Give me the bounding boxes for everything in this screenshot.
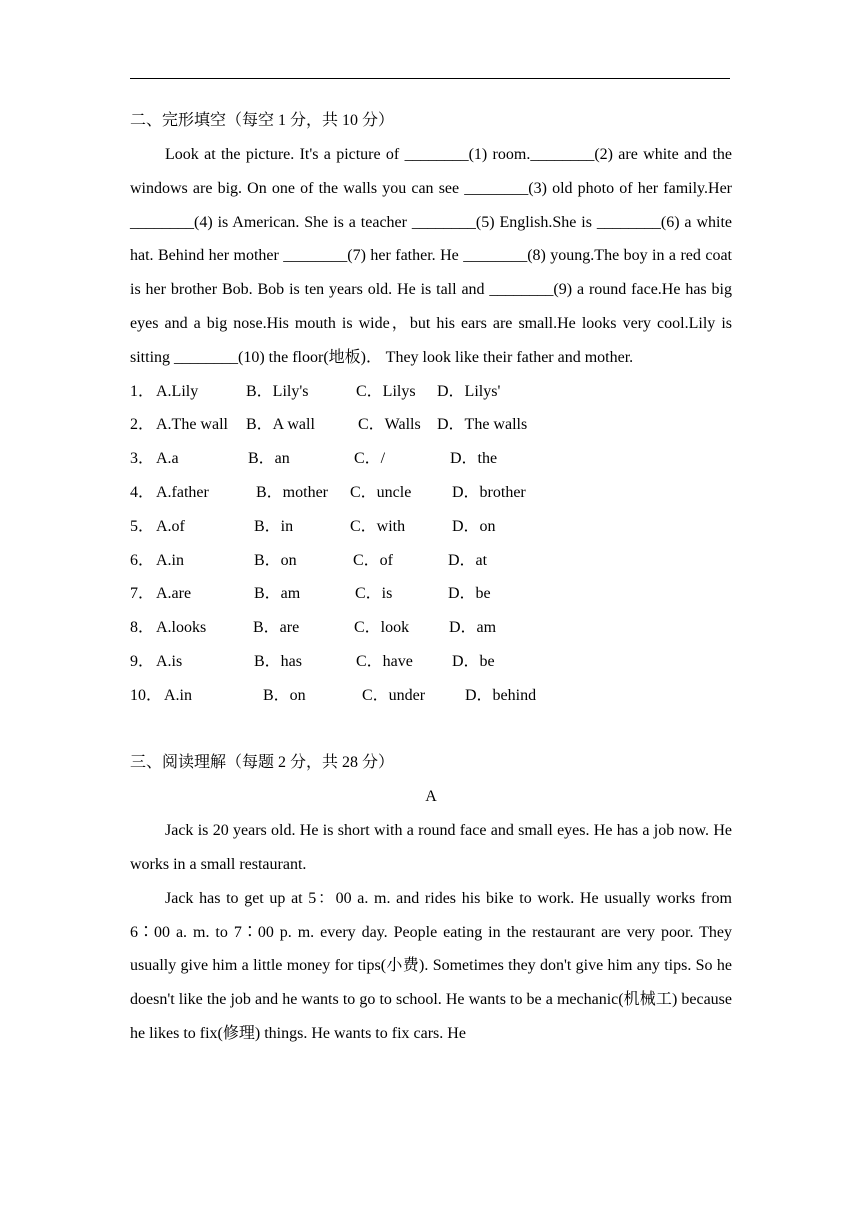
question-8 xyxy=(130,611,732,645)
option-d: D．at xyxy=(448,551,488,569)
option-d: D．behind xyxy=(465,686,537,704)
reading-paragraph-1: Jack is 20 years old. He is short with a round face and small eyes. He has a job now. He works in a small restaurant. xyxy=(130,822,732,873)
cloze-passage: Look at the picture. It's a picture of ________(1) room.________(2) are white and the windows are big. On one of the walls you can see ________(3) old photo of her family.Her ________(4) is American. She is a teacher ________(5) English.She is ________(6) a white hat. Behind her mother ________(7) her father. He ________(8) young.The boy in a red coat is her brother Bob. Bob is ten years old. He is tall and ________(9) a round face.He has big eyes and a big nose.His mouth is wide，but his ears are small.He looks very cool.Lily is sitting ________(10) the floor(地板)． They look like their father and mother. xyxy=(130,146,732,366)
section-spacer xyxy=(130,713,732,747)
question-4 xyxy=(130,476,732,510)
reading-paragraph-2: Jack has to get up at 5：00 a. m. and rides his bike to work. He usually works from 6∶00 a. m. to 7∶00 p. m. every day. People eating in the restaurant are very poor. They usually give him a little money for tips(小费). Sometimes they don't give him any tips. So he doesn't like the job and he wants to go to school. He wants to be a mechanic(机械工) because he likes to fix(修理) things. He wants to fix cars. He xyxy=(130,889,732,1042)
reading-heading: 三、阅读理解（每题 2 分，共 28 分） xyxy=(130,754,395,772)
cloze-heading: 二、完形填空（每空 1 分，共 10 分） xyxy=(130,112,395,129)
option-a: A.The wall xyxy=(156,416,228,434)
question-number: 1． xyxy=(130,382,155,400)
question-number: 7． xyxy=(130,585,155,603)
option-a: A.in xyxy=(156,551,184,569)
question-9 xyxy=(130,645,732,679)
option-b: B．am xyxy=(254,585,301,603)
option-d: D．The walls xyxy=(437,416,528,434)
option-b: B．on xyxy=(263,686,306,704)
option-c: C．/ xyxy=(354,450,386,468)
option-a: A.in xyxy=(164,686,192,704)
question-number: 6． xyxy=(130,551,155,569)
option-d: D．be xyxy=(448,585,491,603)
option-a: A.of xyxy=(156,517,185,535)
option-b: B．has xyxy=(254,652,303,670)
passage-title: A xyxy=(425,788,437,806)
option-c: C．is xyxy=(355,585,393,603)
option-a: A.a xyxy=(156,450,179,468)
option-a: A.looks xyxy=(156,619,207,637)
option-d: D．am xyxy=(449,619,497,637)
option-c: C．under xyxy=(362,686,426,704)
option-d: D．the xyxy=(450,450,498,468)
header-rule xyxy=(130,78,730,79)
option-b: B．an xyxy=(248,450,290,468)
option-b: B．on xyxy=(254,551,297,569)
question-6 xyxy=(130,544,732,578)
option-c: C．with xyxy=(350,517,406,535)
question-7 xyxy=(130,577,732,611)
question-3 xyxy=(130,442,732,476)
option-a: A.Lily xyxy=(156,382,199,400)
question-10 xyxy=(130,679,732,713)
option-b: B．A wall xyxy=(246,416,315,434)
option-c: C．Walls xyxy=(358,416,421,434)
option-a: A.father xyxy=(156,483,209,501)
content xyxy=(130,104,732,1051)
option-c: C．Lilys xyxy=(356,382,416,400)
option-c: C．uncle xyxy=(350,483,412,501)
option-b: B．mother xyxy=(256,483,328,501)
option-d: D．brother xyxy=(452,483,526,501)
option-b: B．Lily's xyxy=(246,382,309,400)
option-c: C．look xyxy=(354,619,410,637)
question-number: 8． xyxy=(130,619,155,637)
option-d: D．on xyxy=(452,517,496,535)
question-number: 4． xyxy=(130,483,155,501)
option-a: A.is xyxy=(156,652,183,670)
question-2 xyxy=(130,408,732,442)
question-number: 3． xyxy=(130,450,155,468)
option-a: A.are xyxy=(156,585,192,603)
option-c: C．have xyxy=(356,652,413,670)
cloze-options xyxy=(130,375,732,713)
question-number: 2． xyxy=(130,416,155,434)
option-b: B．are xyxy=(253,619,300,637)
question-number: 10． xyxy=(130,686,163,704)
option-c: C．of xyxy=(353,551,394,569)
question-1 xyxy=(130,375,732,409)
option-d: D．be xyxy=(452,652,495,670)
option-b: B．in xyxy=(254,517,294,535)
option-d: D．Lilys' xyxy=(437,382,501,400)
question-number: 5． xyxy=(130,517,155,535)
question-number: 9． xyxy=(130,652,155,670)
question-5 xyxy=(130,510,732,544)
